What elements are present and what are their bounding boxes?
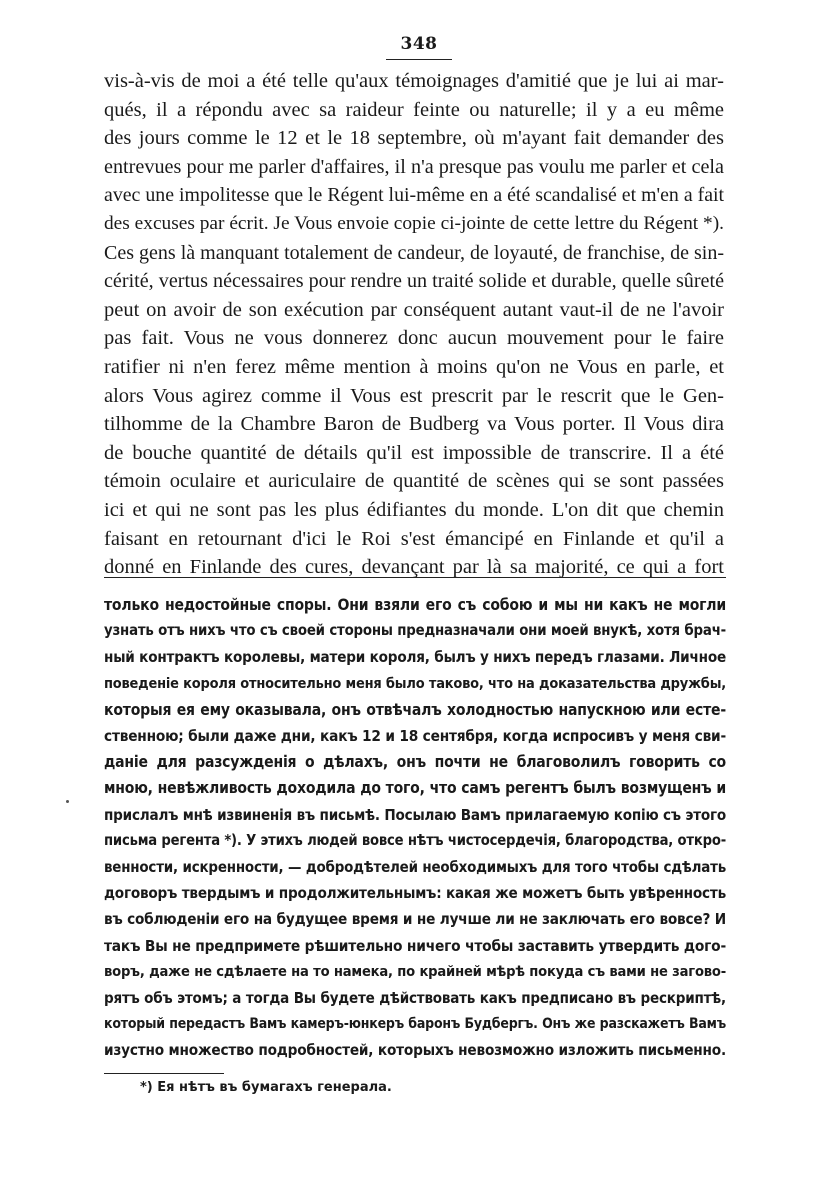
- text-line: pas fait. Vous ne vous donnerez donc aucun mouvement pour le faire: [104, 327, 724, 350]
- text-line: entrevues pour me parler d'affaires, il n'a presque pas voulu me parler et cela: [104, 155, 724, 178]
- page-number: 348: [400, 34, 438, 54]
- text-line: венности, искренности, — добродѣтелей необходимыхъ для того чтобы сдѣлать: [104, 858, 726, 877]
- text-line: ственною; были даже дни, какъ 12 и 18 сентября, когда испросивъ у меня сви-: [104, 727, 726, 746]
- text-line: который передастъ Вамъ камеръ-юнкеръ баронъ Будбергъ. Онъ же разскажетъ Вамъ: [104, 1016, 726, 1033]
- text-line: ratifier ni n'en ferez même mention à moins qu'on ne Vous en parle, et: [104, 355, 724, 378]
- text-line: такъ Вы не предпримете рѣшительно ничего чтобы заставить утвердить дого-: [104, 936, 726, 955]
- text-line: узнать отъ нихъ что съ своей стороны предназначали они моей внукѣ, хотя брач-: [104, 622, 726, 640]
- text-line: cérité, vertus nécessaires pour rendre un traité solide et durable, quelle sûreté: [104, 270, 724, 293]
- text-line: рятъ объ этомъ; а тогда Вы будете дѣйствовать какъ предписано въ рескриптѣ,: [104, 989, 726, 1008]
- page-number-underline: [386, 59, 452, 60]
- text-line: прислалъ мнѣ извиненія въ письмѣ. Посылаю Вамъ прилагаемую копію съ этого: [104, 805, 726, 824]
- text-line: которыя ея ему оказывала, онъ отвѣчалъ холодностью напускною или есте-: [104, 700, 726, 719]
- text-line: qués, il a répondu avec sa raideur feinte ou naturelle; il y a eu même: [104, 98, 724, 121]
- text-line: faisant en retournant d'ici le Roi s'est émancipé en Finlande et qu'il a: [104, 527, 724, 550]
- text-line: donné en Finlande des cures, devançant par là sa majorité, ce qui a fort: [104, 556, 724, 579]
- footnote-rule: [104, 1073, 224, 1074]
- text-line: воръ, даже не сдѣлаете на то намека, по крайней мѣрѣ покуда съ вами не загово-: [104, 962, 726, 980]
- text-line: письма регента *). У этихъ людей вовсе нѣтъ чистосердечія, благородства, откро-: [104, 831, 726, 849]
- text-line: въ соблюденіи его на будущее время и не лучше ли не заключать его вовсе? И: [104, 910, 726, 929]
- text-line: договоръ твердымъ и продолжительнымъ: какая же можетъ быть увѣренность: [104, 884, 726, 903]
- text-line: tilhomme de la Chambre Baron de Budberg va Vous porter. Il Vous dira: [104, 413, 724, 436]
- text-line: ный контрактъ королевы, матери короля, былъ у нихъ передъ глазами. Личное: [104, 648, 726, 667]
- section-divider: [104, 577, 726, 578]
- text-line: des excuses par écrit. Je Vous envoie copie ci-jointe de cette lettre du Régent *).: [104, 212, 724, 234]
- french-text-block: [104, 67, 724, 582]
- text-line: изустно множество подробностей, которыхъ невозможно изложить письменно.: [104, 1041, 726, 1060]
- scan-speck: [66, 800, 69, 803]
- text-line: ici et qui ne sont pas les plus édifiantes du monde. L'on dit que chemin: [104, 498, 724, 521]
- russian-translation-block: [104, 592, 726, 1064]
- text-line: мною, невѣжливость доходила до того, что самъ регентъ былъ возмущенъ и: [104, 779, 726, 798]
- text-line: avec une impolitesse que le Régent lui-même en a été scandalisé et m'en a fait: [104, 184, 725, 207]
- footnote: *) Ея нѣтъ въ бумагахъ генерала.: [140, 1080, 392, 1095]
- text-line: Ces gens là manquant totalement de candeur, de loyauté, de franchise, de sin-: [104, 241, 725, 264]
- text-line: только недостойные споры. Они взяли его съ собою и мы ни какъ не могли: [104, 596, 726, 614]
- text-line: de bouche quantité de détails qu'il est impossible de transcrire. Il a été: [104, 441, 724, 464]
- text-line: des jours comme le 12 et le 18 septembre, où m'ayant fait demander des: [104, 127, 724, 150]
- text-line: даніе для разсужденія о дѣлахъ, онъ почти не благоволилъ говорить со: [104, 753, 726, 772]
- text-line: alors Vous agirez comme il Vous est prescrit par le rescrit que le Gen-: [104, 384, 724, 407]
- text-line: vis-à-vis de moi a été telle qu'aux témoignages d'amitié que je lui ai mar-: [104, 70, 724, 92]
- text-line: témoin oculaire et auriculaire de quantité de scènes qui se sont passées: [104, 470, 724, 493]
- text-line: поведеніе короля относительно меня было таково, что на доказательства дружбы,: [104, 675, 726, 692]
- text-line: peut on avoir de son exécution par conséquent autant vaut-il de ne l'avoir: [104, 298, 724, 321]
